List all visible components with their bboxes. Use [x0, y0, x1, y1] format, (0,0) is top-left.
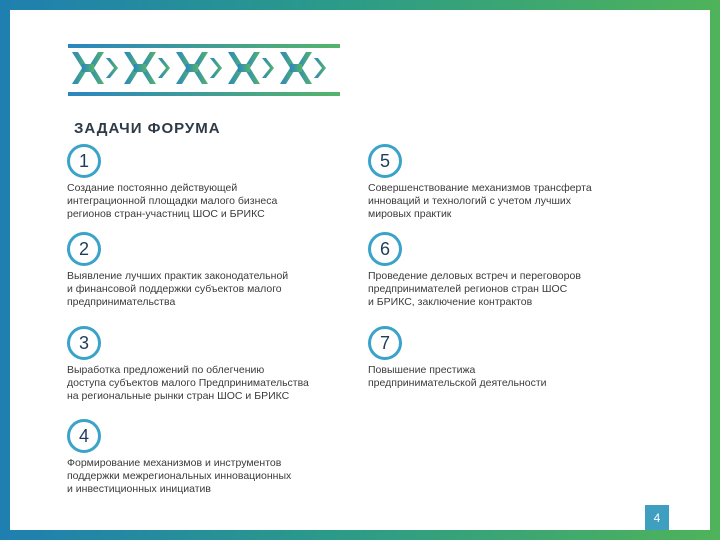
- ornament-logo: [68, 44, 340, 96]
- task-text: Совершенствование механизмов трансферта инноваций и технологий с учетом лучших мировых практик: [368, 182, 592, 220]
- task-item-6: [368, 232, 648, 309]
- task-item-7: [368, 326, 648, 390]
- number-badge: 7: [368, 326, 402, 360]
- page-title: ЗАДАЧИ ФОРУМА: [74, 120, 221, 137]
- task-item-5: [368, 144, 648, 221]
- task-item-4: [67, 419, 347, 496]
- task-text: Формирование механизмов и инструментов поддержки межрегиональных инновационных и инвестиционных инициатив: [67, 457, 292, 495]
- number-badge: 5: [368, 144, 402, 178]
- task-item-3: [67, 326, 347, 403]
- task-item-2: [67, 232, 347, 309]
- task-text: Создание постоянно действующей интеграционной площадки малого бизнеса регионов стран-участниц ШОС и БРИКС: [67, 182, 278, 220]
- number-badge: 1: [67, 144, 101, 178]
- task-text: Проведение деловых встреч и переговоров предпринимателей регионов стран ШОС и БРИКС, заключение контрактов: [368, 270, 581, 308]
- task-item-1: [67, 144, 347, 221]
- slide: [10, 10, 710, 530]
- number-badge: 2: [67, 232, 101, 266]
- number-badge: 3: [67, 326, 101, 360]
- number-badge: 6: [368, 232, 402, 266]
- task-text: Повышение престижа предпринимательской деятельности: [368, 364, 547, 389]
- task-text: Выработка предложений по облегчению доступа субъектов малого Предпринимательства на региональные рынки стран ШОС и БРИКС: [67, 364, 309, 402]
- task-text: Выявление лучших практик законодательной и финансовой поддержки субъектов малого предпринимательства: [67, 270, 289, 308]
- number-badge: 4: [67, 419, 101, 453]
- page-number: 4: [645, 505, 669, 530]
